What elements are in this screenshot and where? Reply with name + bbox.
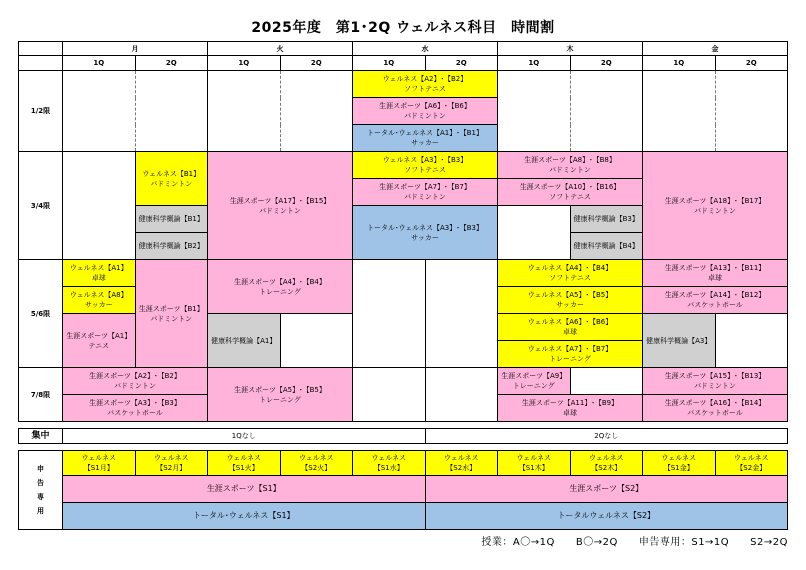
class-cell: 生涯スポーツ【B1】 バドミントン [135, 260, 208, 368]
declared-wellness-cell: ウェルネス 【S2木】 [570, 451, 643, 476]
empty-cell [425, 368, 498, 422]
empty-cell [63, 152, 136, 260]
quarter-header: 2Q [280, 56, 353, 71]
corner-cell [19, 56, 63, 71]
quarter-header: 2Q [715, 56, 788, 71]
class-cell: 健康科学概論【B4】 [570, 233, 643, 260]
class-cell: 健康科学概論【B1】 [135, 206, 208, 233]
day-header-tue: 火 [208, 42, 353, 56]
empty-cell [570, 368, 643, 395]
declared-wellness-cell: ウェルネス 【S1金】 [643, 451, 716, 476]
class-cell: ウェルネス【A1】 卓球 [63, 260, 136, 287]
class-cell: 生涯スポーツ【A15】･【B13】 バドミントン [643, 368, 788, 395]
class-cell: 生涯スポーツ【A7】･【B7】 バドミントン [353, 179, 498, 206]
empty-cell [280, 314, 353, 368]
empty-cell [643, 71, 716, 152]
empty-cell [715, 314, 788, 368]
declared-wellness-cell: ウェルネス 【S2火】 [280, 451, 353, 476]
class-cell: 生涯スポーツ【A14】･【B12】 バスケットボール [643, 287, 788, 314]
class-cell: 健康科学概論【A3】 [643, 314, 716, 368]
declared-total-s1: トータル･ウェルネス【S1】 [63, 503, 426, 530]
empty-cell [715, 71, 788, 152]
class-cell: トータル･ウェルネス【A3】･【B3】 サッカー [353, 206, 498, 260]
class-cell: 生涯スポーツ【A16】･【B14】 バスケットボール [643, 395, 788, 422]
class-cell: ウェルネス【A8】 サッカー [63, 287, 136, 314]
empty-cell [353, 260, 426, 368]
empty-cell [208, 71, 281, 152]
day-header-mon: 月 [63, 42, 208, 56]
page-title: 2025年度 第1･2Q ウェルネス科目 時間割 [251, 20, 555, 36]
timetable [18, 41, 788, 530]
declared-wellness-cell: ウェルネス 【S2金】 [715, 451, 788, 476]
day-header-fri: 金 [643, 42, 788, 56]
class-cell: ウェルネス【B1】 バドミントン [135, 152, 208, 206]
corner-cell [19, 42, 63, 56]
day-header-wed: 水 [353, 42, 498, 56]
intensive-q2: 2Qなし [425, 429, 788, 444]
class-cell: ウェルネス【A6】･【B6】 卓球 [498, 314, 643, 341]
quarter-header: 1Q [353, 56, 426, 71]
quarter-header: 1Q [643, 56, 716, 71]
class-cell: 生涯スポーツ【A5】･【B5】 トレーニング [208, 368, 353, 422]
day-header-thu: 木 [498, 42, 643, 56]
quarter-header: 2Q [570, 56, 643, 71]
declared-wellness-cell: ウェルネス 【S2水】 [425, 451, 498, 476]
class-cell: 生涯スポーツ【A11】･【B9】 卓球 [498, 395, 643, 422]
empty-cell [570, 71, 643, 152]
class-cell: 生涯スポーツ【A6】･【B6】 バドミントン [353, 98, 498, 125]
empty-cell [498, 206, 571, 260]
period-label: 1/2限 [19, 71, 63, 152]
class-cell: 生涯スポーツ【A2】･【B2】 バドミントン [63, 368, 208, 395]
declared-wellness-cell: ウェルネス 【S1水】 [353, 451, 426, 476]
class-cell: ウェルネス【A3】･【B3】 ソフトテニス [353, 152, 498, 179]
class-cell: 生涯スポーツ【A4】･【B4】 トレーニング [208, 260, 353, 314]
empty-cell [498, 71, 571, 152]
empty-cell [63, 71, 136, 152]
class-cell: ウェルネス【A5】･【B5】 サッカー [498, 287, 643, 314]
class-cell: 健康科学概論【B3】 [570, 206, 643, 233]
class-cell: 生涯スポーツ【A3】･【B3】 バスケットボール [63, 395, 208, 422]
class-cell: ウェルネス【A4】･【B4】 ソフトテニス [498, 260, 643, 287]
class-cell: 生涯スポーツ【A18】･【B17】 バドミントン [643, 152, 788, 260]
class-cell: 健康科学概論【B2】 [135, 233, 208, 260]
legend-footnote: 授業：A〇→1Q B〇→2Q 申告専用：S1→1Q S2→2Q [481, 537, 788, 548]
intensive-q1: 1Qなし [63, 429, 426, 444]
class-cell: 健康科学概論【A1】 [208, 314, 281, 368]
period-label: 5/6限 [19, 260, 63, 368]
class-cell: トータル･ウェルネス【A1】･【B1】 サッカー [353, 125, 498, 152]
declared-lifelong-s2: 生涯スポーツ【S2】 [425, 476, 788, 503]
declared-wellness-cell: ウェルネス 【S2月】 [135, 451, 208, 476]
class-cell: 生涯スポーツ【A9】 トレーニング [498, 368, 571, 395]
class-cell: 生涯スポーツ【A17】･【B15】 バドミントン [208, 152, 353, 260]
class-cell: 生涯スポーツ【A8】･【B8】 バドミントン [498, 152, 643, 179]
class-cell: 生涯スポーツ【A1】 テニス [63, 314, 136, 368]
declared-wellness-cell: ウェルネス 【S1火】 [208, 451, 281, 476]
declared-label: 申 告 専 用 [19, 451, 63, 530]
quarter-header: 2Q [135, 56, 208, 71]
class-cell: ウェルネス【A2】･【B2】 ソフトテニス [353, 71, 498, 98]
empty-cell [280, 71, 353, 152]
declared-total-s2: トータルウェルネス【S2】 [425, 503, 788, 530]
quarter-header: 1Q [498, 56, 571, 71]
declared-wellness-cell: ウェルネス 【S1木】 [498, 451, 571, 476]
class-cell: 生涯スポーツ【A10】･【B16】 ソフトテニス [498, 179, 643, 206]
period-label: 7/8限 [19, 368, 63, 422]
empty-cell [425, 260, 498, 368]
class-cell: ウェルネス【A7】･【B7】 トレーニング [498, 341, 643, 368]
class-cell: 生涯スポーツ【A13】･【B11】 卓球 [643, 260, 788, 287]
quarter-header: 1Q [63, 56, 136, 71]
empty-cell [353, 368, 426, 422]
period-label: 3/4限 [19, 152, 63, 260]
declared-lifelong-s1: 生涯スポーツ【S1】 [63, 476, 426, 503]
quarter-header: 1Q [208, 56, 281, 71]
empty-cell [135, 71, 208, 152]
quarter-header: 2Q [425, 56, 498, 71]
intensive-label: 集中 [19, 429, 63, 444]
declared-wellness-cell: ウェルネス 【S1月】 [63, 451, 136, 476]
